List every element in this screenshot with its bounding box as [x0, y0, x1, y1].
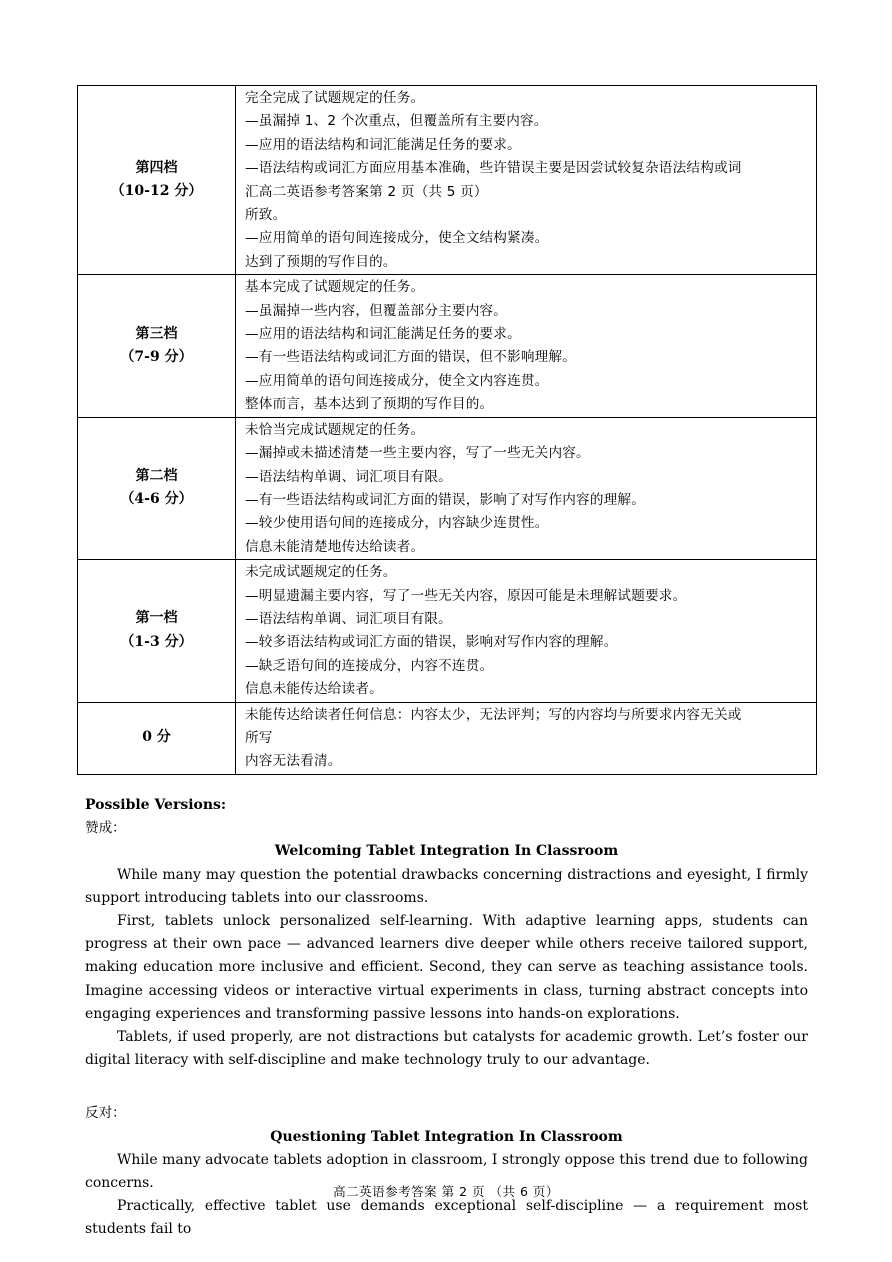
grade-name: 0 分	[142, 729, 171, 746]
criteria-cell	[236, 702, 817, 774]
grade-cell	[78, 275, 236, 417]
criteria-line: —有一些语法结构或词汇方面的错误，但不影响理解。	[245, 349, 577, 366]
criteria-line: —漏掉或未描述清楚一些主要内容，写了一些无关内容。	[245, 445, 590, 462]
criteria-line: 未完成试题规定的任务。	[245, 564, 397, 581]
con-paragraph: While many advocate tablets adoption in classroom, I strongly oppose this trend due to following concerns.	[85, 1151, 808, 1192]
rubric-row	[78, 86, 817, 275]
grade-cell	[78, 560, 236, 702]
grade-cell	[78, 702, 236, 774]
con-label: 反对：	[85, 1105, 126, 1122]
rubric-row	[78, 417, 817, 559]
grade-range: （7-9 分）	[120, 348, 193, 365]
criteria-line: 所致。	[245, 207, 287, 224]
grade-range: （4-6 分）	[120, 491, 193, 508]
criteria-line: 信息未能传达给读者。	[245, 681, 383, 698]
scoring-rubric-table	[77, 85, 817, 775]
criteria-line: —虽漏掉 1、2 个次重点，但覆盖所有主要内容。	[245, 113, 548, 130]
page-footer: 高二英语参考答案 第 2 页 （共 6 页）	[333, 1184, 559, 1199]
criteria-line: —虽漏掉一些内容，但覆盖部分主要内容。	[245, 302, 508, 319]
criteria-cell	[236, 275, 817, 417]
criteria-cell	[236, 560, 817, 702]
criteria-line: 基本完成了试题规定的任务。	[245, 279, 425, 296]
criteria-line: 完全完成了试题规定的任务。	[245, 90, 425, 106]
grade-cell	[78, 86, 236, 275]
rubric-row	[78, 702, 817, 774]
criteria-line: —缺乏语句间的连接成分，内容不连贯。	[245, 657, 494, 674]
criteria-line: 汇高二英语参考答案第 2 页（共 5 页）	[245, 183, 488, 200]
pro-paragraph: While many may question the potential drawbacks concerning distractions and eyesight, I firmly support introducing tablets into our classrooms.	[85, 866, 808, 906]
criteria-cell	[236, 417, 817, 559]
criteria-line: 信息未能清楚地传达给读者。	[245, 538, 425, 555]
spacer	[85, 1072, 808, 1102]
criteria-line: —较少使用语句间的连接成分，内容缺少连贯性。	[245, 515, 549, 532]
rubric-row	[78, 275, 817, 417]
criteria-line: —语法结构单调、词汇项目有限。	[245, 468, 452, 485]
criteria-line: —明显遗漏主要内容，写了一些无关内容，原因可能是未理解试题要求。	[245, 587, 687, 604]
pro-essay-title: Welcoming Tablet Integration In Classroom	[274, 843, 619, 860]
criteria-line: —语法结构或词汇方面应用基本准确，些许错误主要是因尝试较复杂语法结构或词	[245, 160, 742, 177]
criteria-line: 未能传达给读者任何信息：内容太少，无法评判；写的内容均与所要求内容无关或	[245, 706, 742, 723]
criteria-line: 达到了预期的写作目的。	[245, 253, 397, 270]
pro-paragraph: First, tablets unlock personalized self-learning. With adaptive learning apps, students can progress at their own pace — advanced learners dive deeper while others receive tailored support, making education more inclusive and efficient. Second, they can serve as teaching assistance tools. Imagine accessing videos or interactive virtual experiments in class, turning abstract concepts into engaging experiences and transforming passive lessons into hands-on explorations.	[85, 913, 808, 1022]
grade-name: 第四档	[135, 159, 178, 176]
criteria-line: —较多语法结构或词汇方面的错误，影响对写作内容的理解。	[245, 634, 618, 651]
con-paragraph: Practically, effective tablet use demands exceptional self-discipline — a requirement most students fail to	[85, 1198, 808, 1238]
criteria-line: 整体而言，基本达到了预期的写作目的。	[245, 396, 494, 413]
grade-range: （1-3 分）	[120, 633, 193, 650]
grade-name: 第二档	[135, 468, 178, 484]
criteria-line: —语法结构单调、词汇项目有限。	[245, 610, 452, 627]
grade-cell	[78, 417, 236, 559]
criteria-line: 所写	[245, 729, 273, 746]
grade-range: （10-12 分）	[110, 183, 203, 200]
possible-versions-section	[85, 794, 808, 1242]
grade-name: 第三档	[135, 325, 178, 342]
criteria-line: —应用的语法结构和词汇能满足任务的要求。	[245, 136, 521, 153]
con-essay-title: Questioning Tablet Integration In Classroom	[270, 1128, 623, 1145]
criteria-line: 内容无法看清。	[245, 753, 342, 770]
pro-paragraph: Tablets, if used properly, are not distractions but catalysts for academic growth. Let’s foster our digital literacy with self-discipline and make technology truly to our advantage.	[85, 1029, 808, 1069]
criteria-cell	[236, 86, 817, 275]
criteria-line: 未恰当完成试题规定的任务。	[245, 421, 425, 438]
pro-label: 赞成：	[85, 820, 126, 837]
grade-name: 第一档	[135, 610, 178, 627]
rubric-row	[78, 560, 817, 702]
criteria-line: —应用的语法结构和词汇能满足任务的要求。	[245, 326, 521, 343]
criteria-line: —应用简单的语句间连接成分，使全文内容连贯。	[245, 372, 549, 389]
section-heading: Possible Versions:	[85, 797, 227, 813]
criteria-line: —有一些语法结构或词汇方面的错误，影响了对写作内容的理解。	[245, 491, 646, 508]
criteria-line: —应用简单的语句间连接成分，使全文结构紧凑。	[245, 230, 549, 247]
